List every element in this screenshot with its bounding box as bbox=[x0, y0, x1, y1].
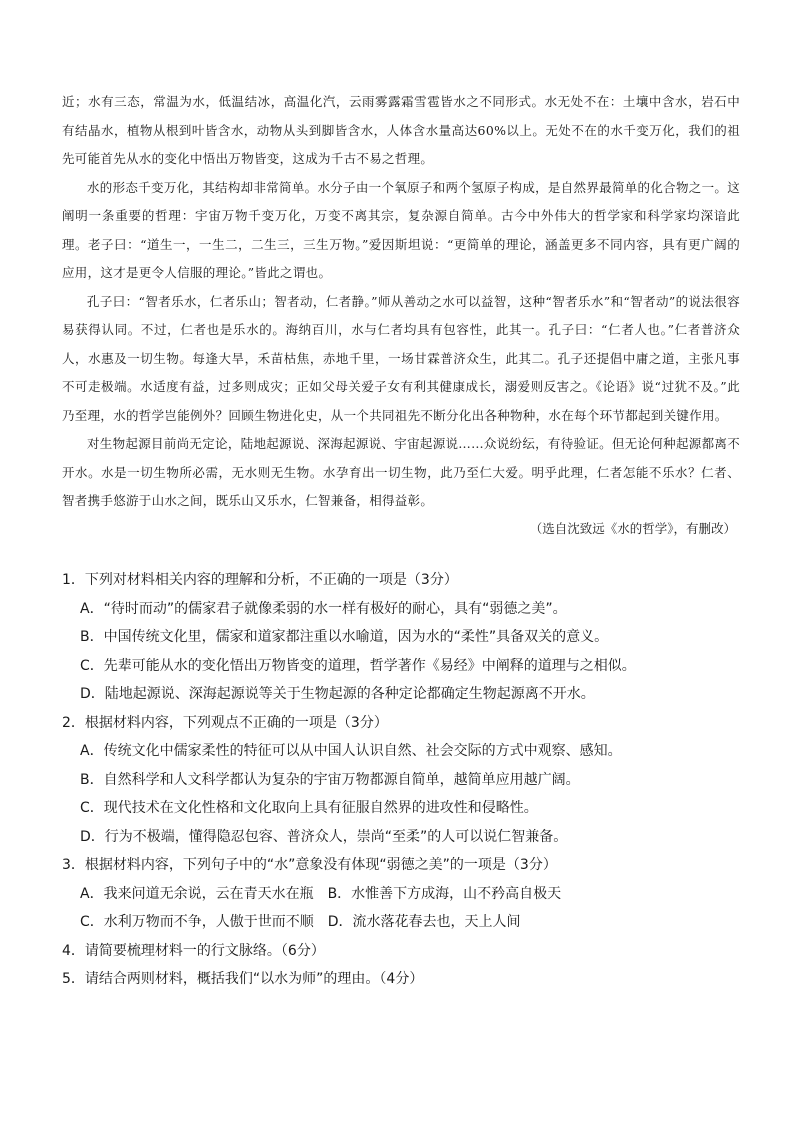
passage-paragraph-4: 对生物起源目前尚无定论，陆地起源说、深海起源说、宇宙起源说……众说纷纭，有待验证。但无论何种起源都离不开水。水是一切生物所必需，无水则无生物。水孕育出一切生物，此乃至仁大爱。明乎此理，仁者怎能不乐水？仁者、智者携手悠游于山水之间，既乐山又乐水，仁智兼备，相得益彰。 bbox=[62, 436, 740, 508]
question-3-option-d[interactable]: D．流水落花春去也，天上人间 bbox=[327, 914, 521, 930]
question-2-option-d[interactable]: D．行为不极端，懂得隐忍包容、普济众人，崇尚“至柔”的人可以说仁智兼备。 bbox=[80, 828, 568, 845]
question-3-options-row-2 bbox=[80, 908, 742, 937]
question-3-stem: 3．根据材料内容，下列句子中的“水”意象没有体现“弱德之美”的一项是（3分） bbox=[62, 857, 557, 873]
question-3-option-c[interactable]: C．水利万物而不争，人傲于世而不顺 bbox=[80, 914, 314, 930]
question-2-option-a[interactable]: A．传统文化中儒家柔性的特征可以从中国人认识自然、社会交际的方式中观察、感知。 bbox=[80, 743, 622, 759]
question-2-option-c[interactable]: C．现代技术在文化性格和文化取向上具有征服自然界的进攻性和侵略性。 bbox=[80, 800, 538, 816]
question-1-option-a[interactable]: A．“待时而动”的儒家君子就像柔弱的水一样有极好的耐心，具有“弱德之美”。 bbox=[80, 600, 567, 617]
passage-source: （选自沈致远《水的哲学》，有删改） bbox=[529, 520, 736, 536]
question-2-option-b[interactable]: B．自然科学和人文科学都认为复杂的宇宙万物都源自简单，越简单应用越广阔。 bbox=[80, 771, 580, 788]
question-2-stem: 2．根据材料内容，下列观点不正确的一项是（3分） bbox=[62, 714, 388, 731]
question-5-stem: 5．请结合两则材料，概括我们“以水为师”的理由。（4分） bbox=[62, 971, 424, 987]
question-3-option-b[interactable]: B．水惟善下方成海，山不矜高自极天 bbox=[327, 885, 562, 902]
question-3-options-row-1 bbox=[80, 880, 742, 909]
question-1-option-b[interactable]: B．中国传统文化里，儒家和道家都注重以水喻道，因为水的“柔性”具备双关的意义。 bbox=[80, 629, 609, 645]
passage-paragraph-1: 近；水有三态，常温为水，低温结冰，高温化汽，云雨雾露霜雪雹皆水之不同形式。水无处不在：土壤中含水，岩石中有结晶水，植物从根到叶皆含水，动物从头到脚皆含水，人体含水量高达60%以上。无处不在的水千变万化，我们的祖先可能首先从水的变化中悟出万物皆变，这成为千古不易之哲理。 bbox=[62, 94, 740, 166]
question-list bbox=[62, 566, 742, 994]
passage-paragraph-3: 孔子曰：“智者乐水，仁者乐山；智者动，仁者静。”师从善动之水可以益智，这种“智者乐水”和“智者动”的说法很容易获得认同。不过，仁者也是乐水的。海纳百川，水与仁者均具有包容性，此其一。孔子曰：“仁者人也。”仁者普济众人，水惠及一切生物。每逢大旱，禾苗枯焦，赤地千里，一场甘霖普济众生，此其二。孔子还提倡中庸之道，主张凡事不可走极端。水适度有益，过多则成灾；正如父母关爱子女有利其健康成长，溺爱则反害之。《论语》说“过犹不及。”此乃至理，水的哲学岂能例外？回顾生物进化史，从一个共同祖先不断分化出各种物种，水在每个环节都起到关键作用。 bbox=[62, 293, 740, 423]
question-4-stem: 4．请简要梳理材料一的行文脉络。（6分） bbox=[62, 942, 325, 959]
passage-paragraph-2: 水的形态千变万化，其结构却非常简单。水分子由一个氧原子和两个氢原子构成，是自然界最简单的化合物之一。这阐明一条重要的哲理：宇宙万物千变万化，万变不离其宗，复杂源自简单。古今中外伟大的哲学家和科学家均深谙此理。老子曰：“道生一，一生二，二生三，三生万物。”爱因斯坦说：“更简单的理论，涵盖更多不同内容，具有更广阔的应用，这才是更令人信服的理论。”皆此之谓也。 bbox=[62, 179, 740, 280]
question-1-option-d[interactable]: D．陆地起源说、深海起源说等关于生物起源的各种定论都确定生物起源离不开水。 bbox=[80, 686, 595, 702]
question-1-stem: 1．下列对材料相关内容的理解和分析，不正确的一项是（3分） bbox=[62, 572, 458, 588]
question-1-option-c[interactable]: C．先辈可能从水的变化悟出万物皆变的道理，哲学著作《易经》中阐释的道理与之相似。 bbox=[80, 657, 636, 674]
question-3-option-a[interactable]: A．我来问道无余说，云在青天水在瓶 bbox=[80, 885, 314, 902]
reading-passage bbox=[62, 88, 740, 542]
